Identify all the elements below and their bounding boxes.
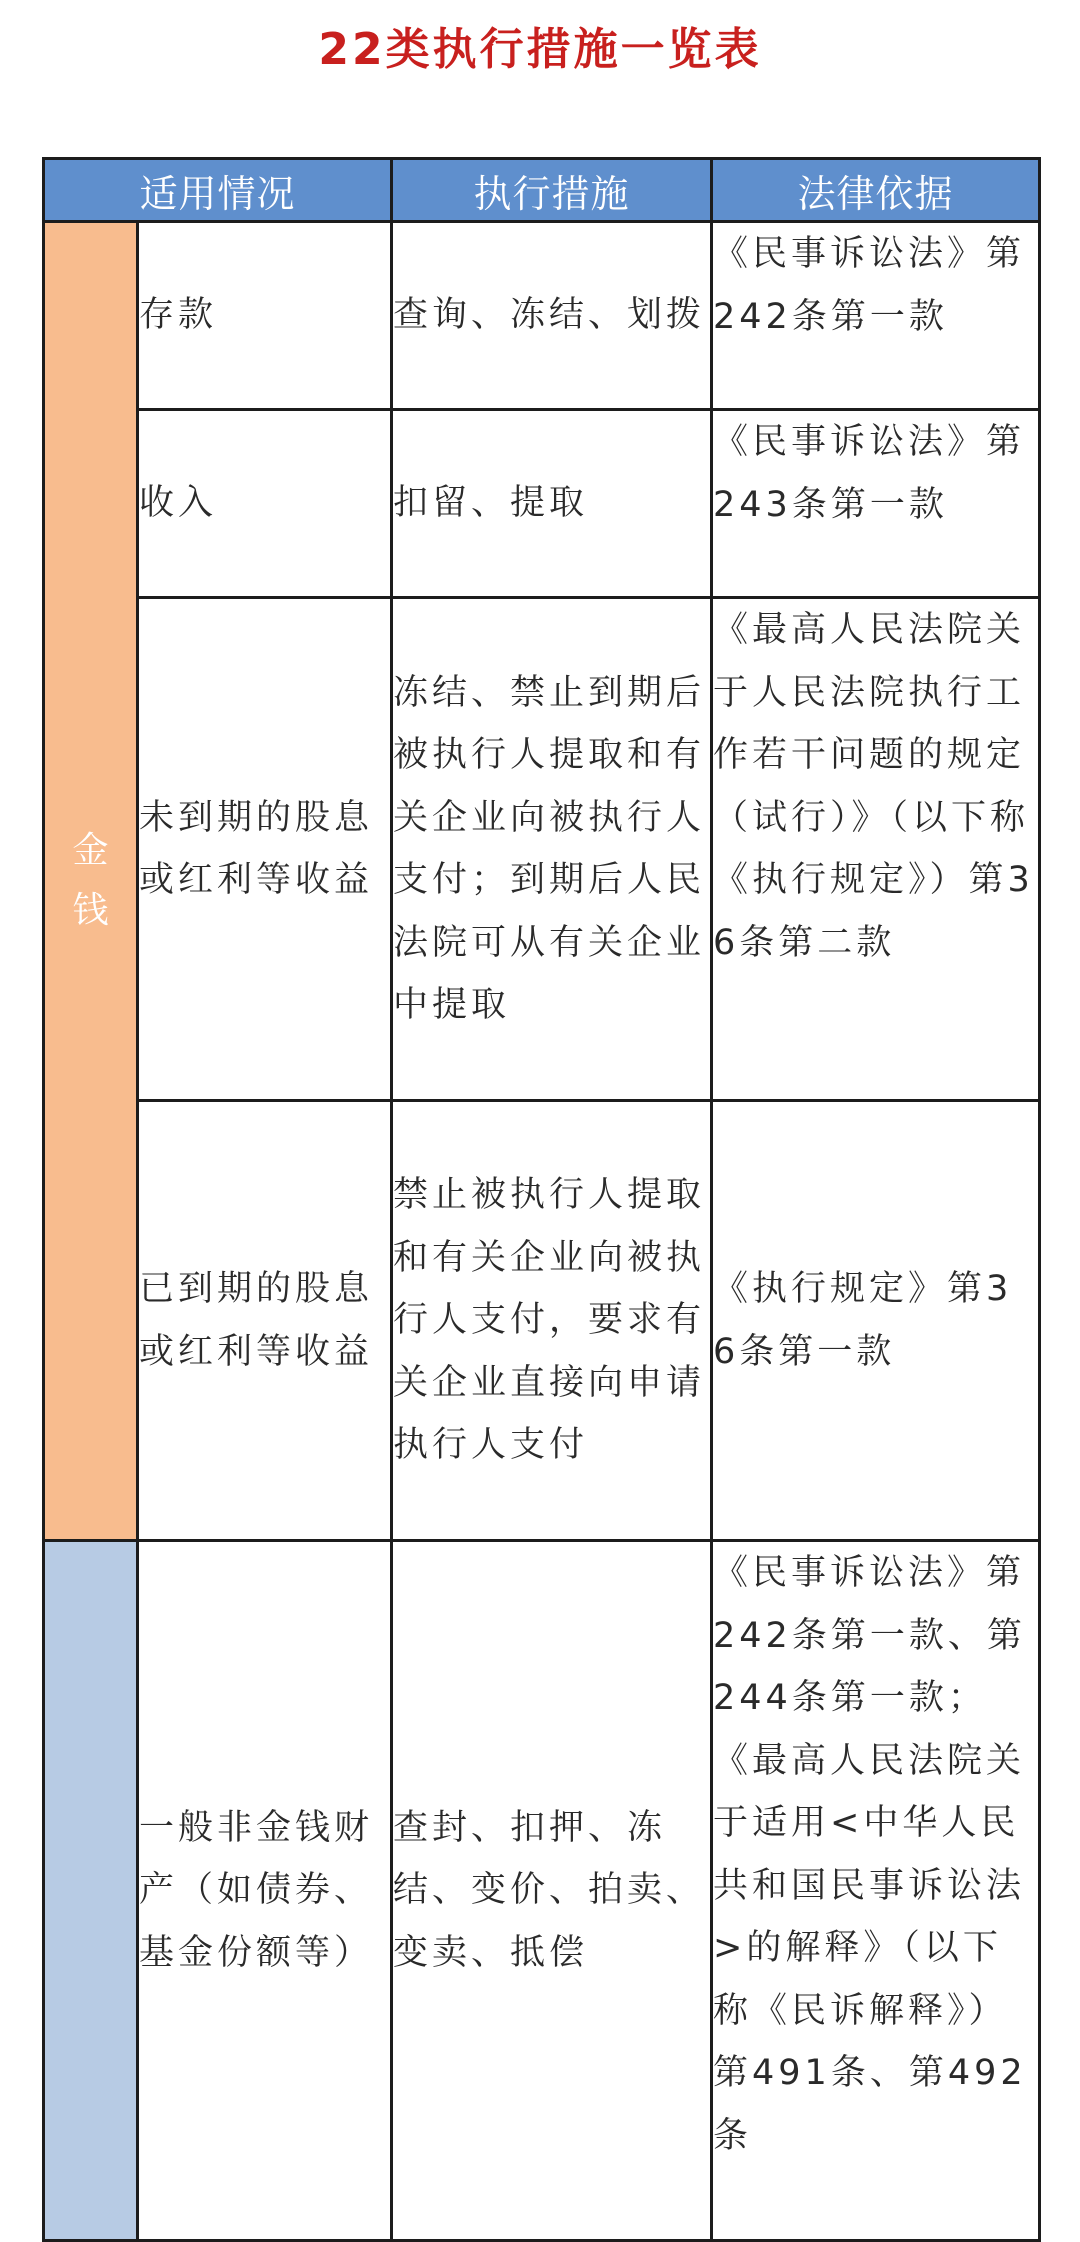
table-row xyxy=(44,1101,1040,1541)
category-property xyxy=(44,1541,138,2241)
law-cell: 《民事诉讼法》第242条第一款、第244条第一款；《最高人民法院关于适用<中华人民共和国民事诉讼法>的解释》（以下称《民诉解释》）第491条、第492条 xyxy=(712,1541,1040,2241)
situation-cell: 一般非金钱财产（如债券、基金份额等） xyxy=(138,1541,392,2241)
law-cell: 《最高人民法院关于人民法院执行工作若干问题的规定（试行）》（以下称《执行规定》）第36条第二款 xyxy=(712,598,1040,1101)
header-situation: 适用情况 xyxy=(44,159,392,222)
situation-cell: 收入 xyxy=(138,410,392,598)
measure-cell: 冻结、禁止到期后被执行人提取和有关企业向被执行人支付；到期后人民法院可从有关企业中提取 xyxy=(392,598,712,1101)
measure-cell: 查询、冻结、划拨 xyxy=(392,222,712,410)
measure-cell: 扣留、提取 xyxy=(392,410,712,598)
table-row xyxy=(44,1541,1040,2241)
measures-table xyxy=(42,157,1041,2242)
category-money-label: 金钱 xyxy=(72,830,109,931)
header-measure: 执行措施 xyxy=(392,159,712,222)
table-row xyxy=(44,410,1040,598)
page-title: 22类执行措施一览表 xyxy=(318,24,762,75)
situation-cell: 存款 xyxy=(138,222,392,410)
situation-cell: 已到期的股息或红利等收益 xyxy=(138,1101,392,1541)
header-law: 法律依据 xyxy=(712,159,1040,222)
measure-cell: 查封、扣押、冻结、变价、拍卖、变卖、抵偿 xyxy=(392,1541,712,2241)
law-cell: 《执行规定》第36条第一款 xyxy=(712,1101,1040,1541)
table-row xyxy=(44,222,1040,410)
law-cell: 《民事诉讼法》第242条第一款 xyxy=(712,222,1040,410)
situation-cell: 未到期的股息或红利等收益 xyxy=(138,598,392,1101)
category-money xyxy=(44,222,138,1541)
law-cell: 《民事诉讼法》第243条第一款 xyxy=(712,410,1040,598)
table-header-row xyxy=(44,159,1040,222)
table-row xyxy=(44,598,1040,1101)
measure-cell: 禁止被执行人提取和有关企业向被执行人支付，要求有关企业直接向申请执行人支付 xyxy=(392,1101,712,1541)
